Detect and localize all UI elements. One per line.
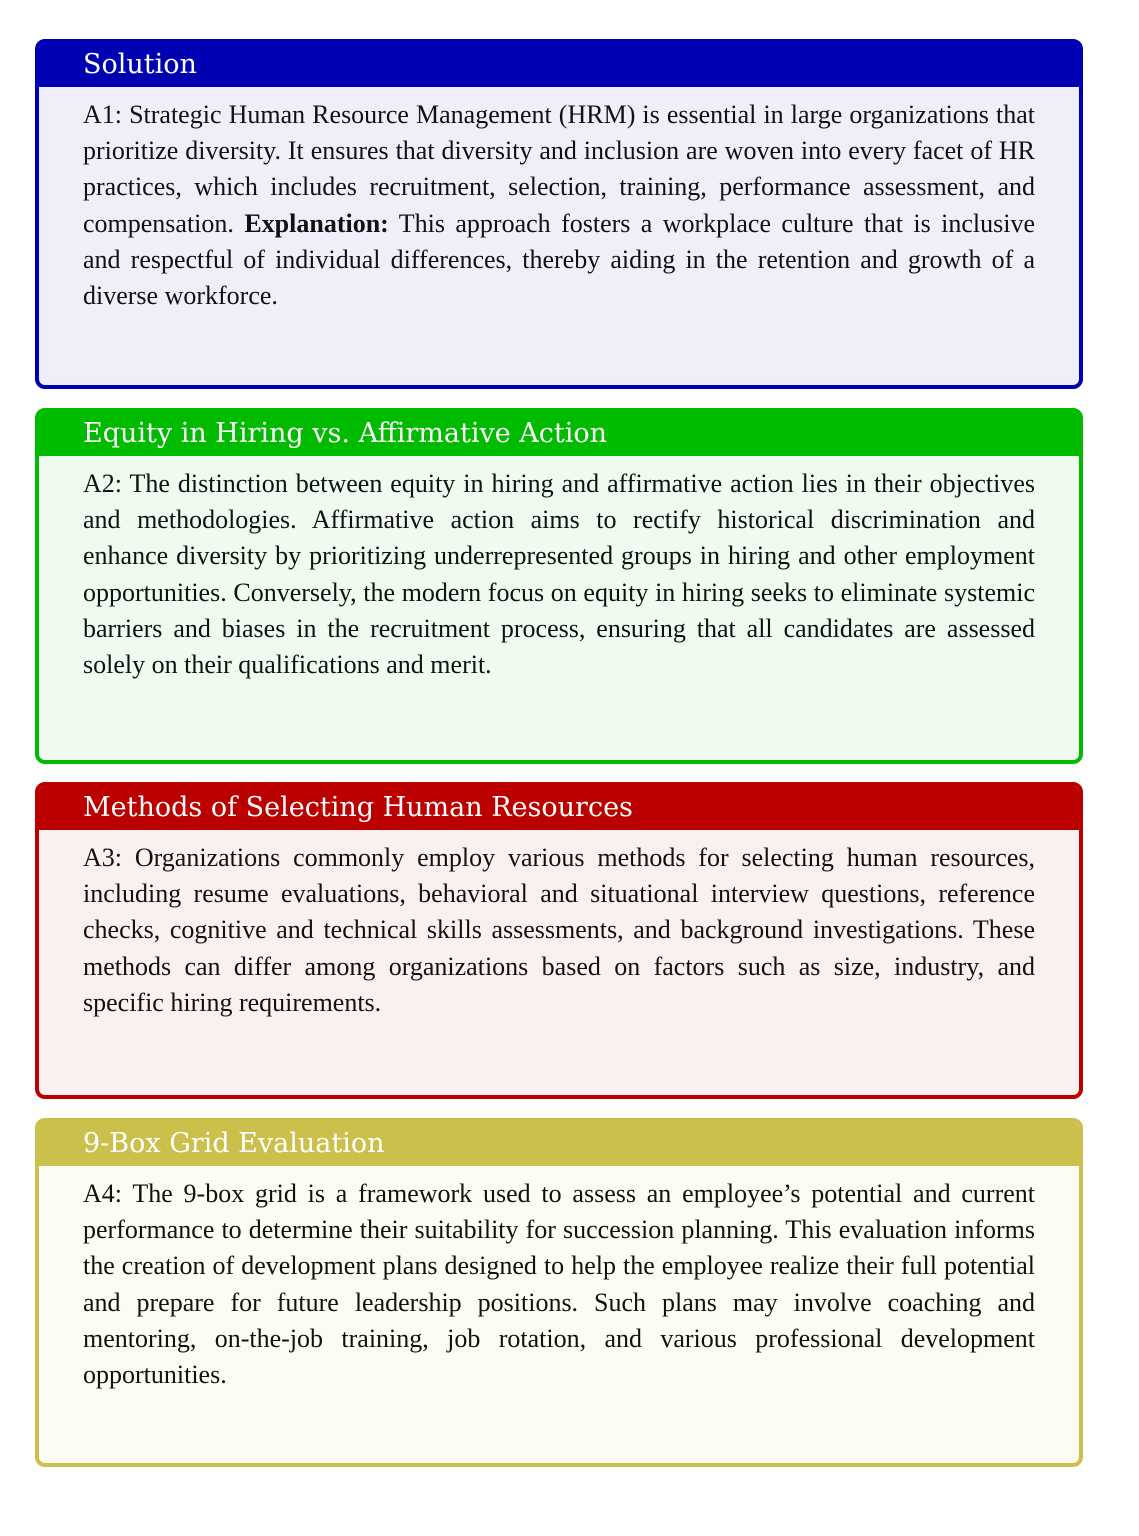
nine-box-grid-box bbox=[35, 1118, 1083, 1467]
equity-hiring-box bbox=[35, 408, 1083, 764]
explanation-text: This approach fosters a workplace culture that is inclusive and respectful of individual differences, thereby aiding in the retention and growth of a diverse workforce. bbox=[83, 208, 1035, 311]
equity-hiring-box-title: Equity in Hiring vs. Affirmative Action bbox=[39, 412, 1079, 456]
nine-box-grid-box-body bbox=[39, 1166, 1079, 1393]
selection-methods-box bbox=[35, 782, 1083, 1099]
equity-hiring-box-body bbox=[39, 456, 1079, 683]
solution-box bbox=[35, 39, 1083, 389]
answer-a3-text: A3: Organizations commonly employ various methods for selecting human resources, including resume evaluations, behavioral and situational interview questions, reference checks, cognitive and technical skills assessments, and background investigations. These methods can differ among organizations based on factors such as size, industry, and specific hiring requirements. bbox=[83, 843, 1035, 1017]
solution-paragraph bbox=[83, 97, 1035, 314]
explanation-label: Explanation: bbox=[244, 208, 389, 238]
selection-methods-box-title: Methods of Selecting Human Resources bbox=[39, 786, 1079, 830]
solution-box-title: Solution bbox=[39, 43, 1079, 87]
answer-a4-text: A4: The 9-box grid is a framework used to assess an employee’s potential and current performance to determine their suitability for succession planning. This evaluation informs the creation of development plans designed to help the employee realize their full potential and prepare for future leadership positions. Such plans may involve coaching and mentoring, on-the-job training, job rotation, and various professional development opportunities. bbox=[83, 1179, 1035, 1390]
selection-methods-box-body bbox=[39, 830, 1079, 1021]
answer-a2-text: A2: The distinction between equity in hiring and affirmative action lies in their objectives and methodologies. Affirmative action aims to rectify historical discrimination and enhance diversity by prioritizing underrepresented groups in hiring and other employment opportunities. Conversely, the modern focus on equity in hiring seeks to eliminate systemic barriers and biases in the recruitment process, ensuring that all candidates are assessed solely on their qualifications and merit. bbox=[83, 469, 1035, 680]
nine-box-grid-box-title: 9-Box Grid Evaluation bbox=[39, 1122, 1079, 1166]
answer-a1-text: A1: Strategic Human Resource Management (HRM) is essential in large organizations that prioritize diversity. It ensures that diversity and inclusion are woven into every facet of HR practices, which includes recruitment, selection, training, performance assessment, and compensation. bbox=[83, 100, 1035, 238]
solution-box-body bbox=[39, 87, 1079, 314]
